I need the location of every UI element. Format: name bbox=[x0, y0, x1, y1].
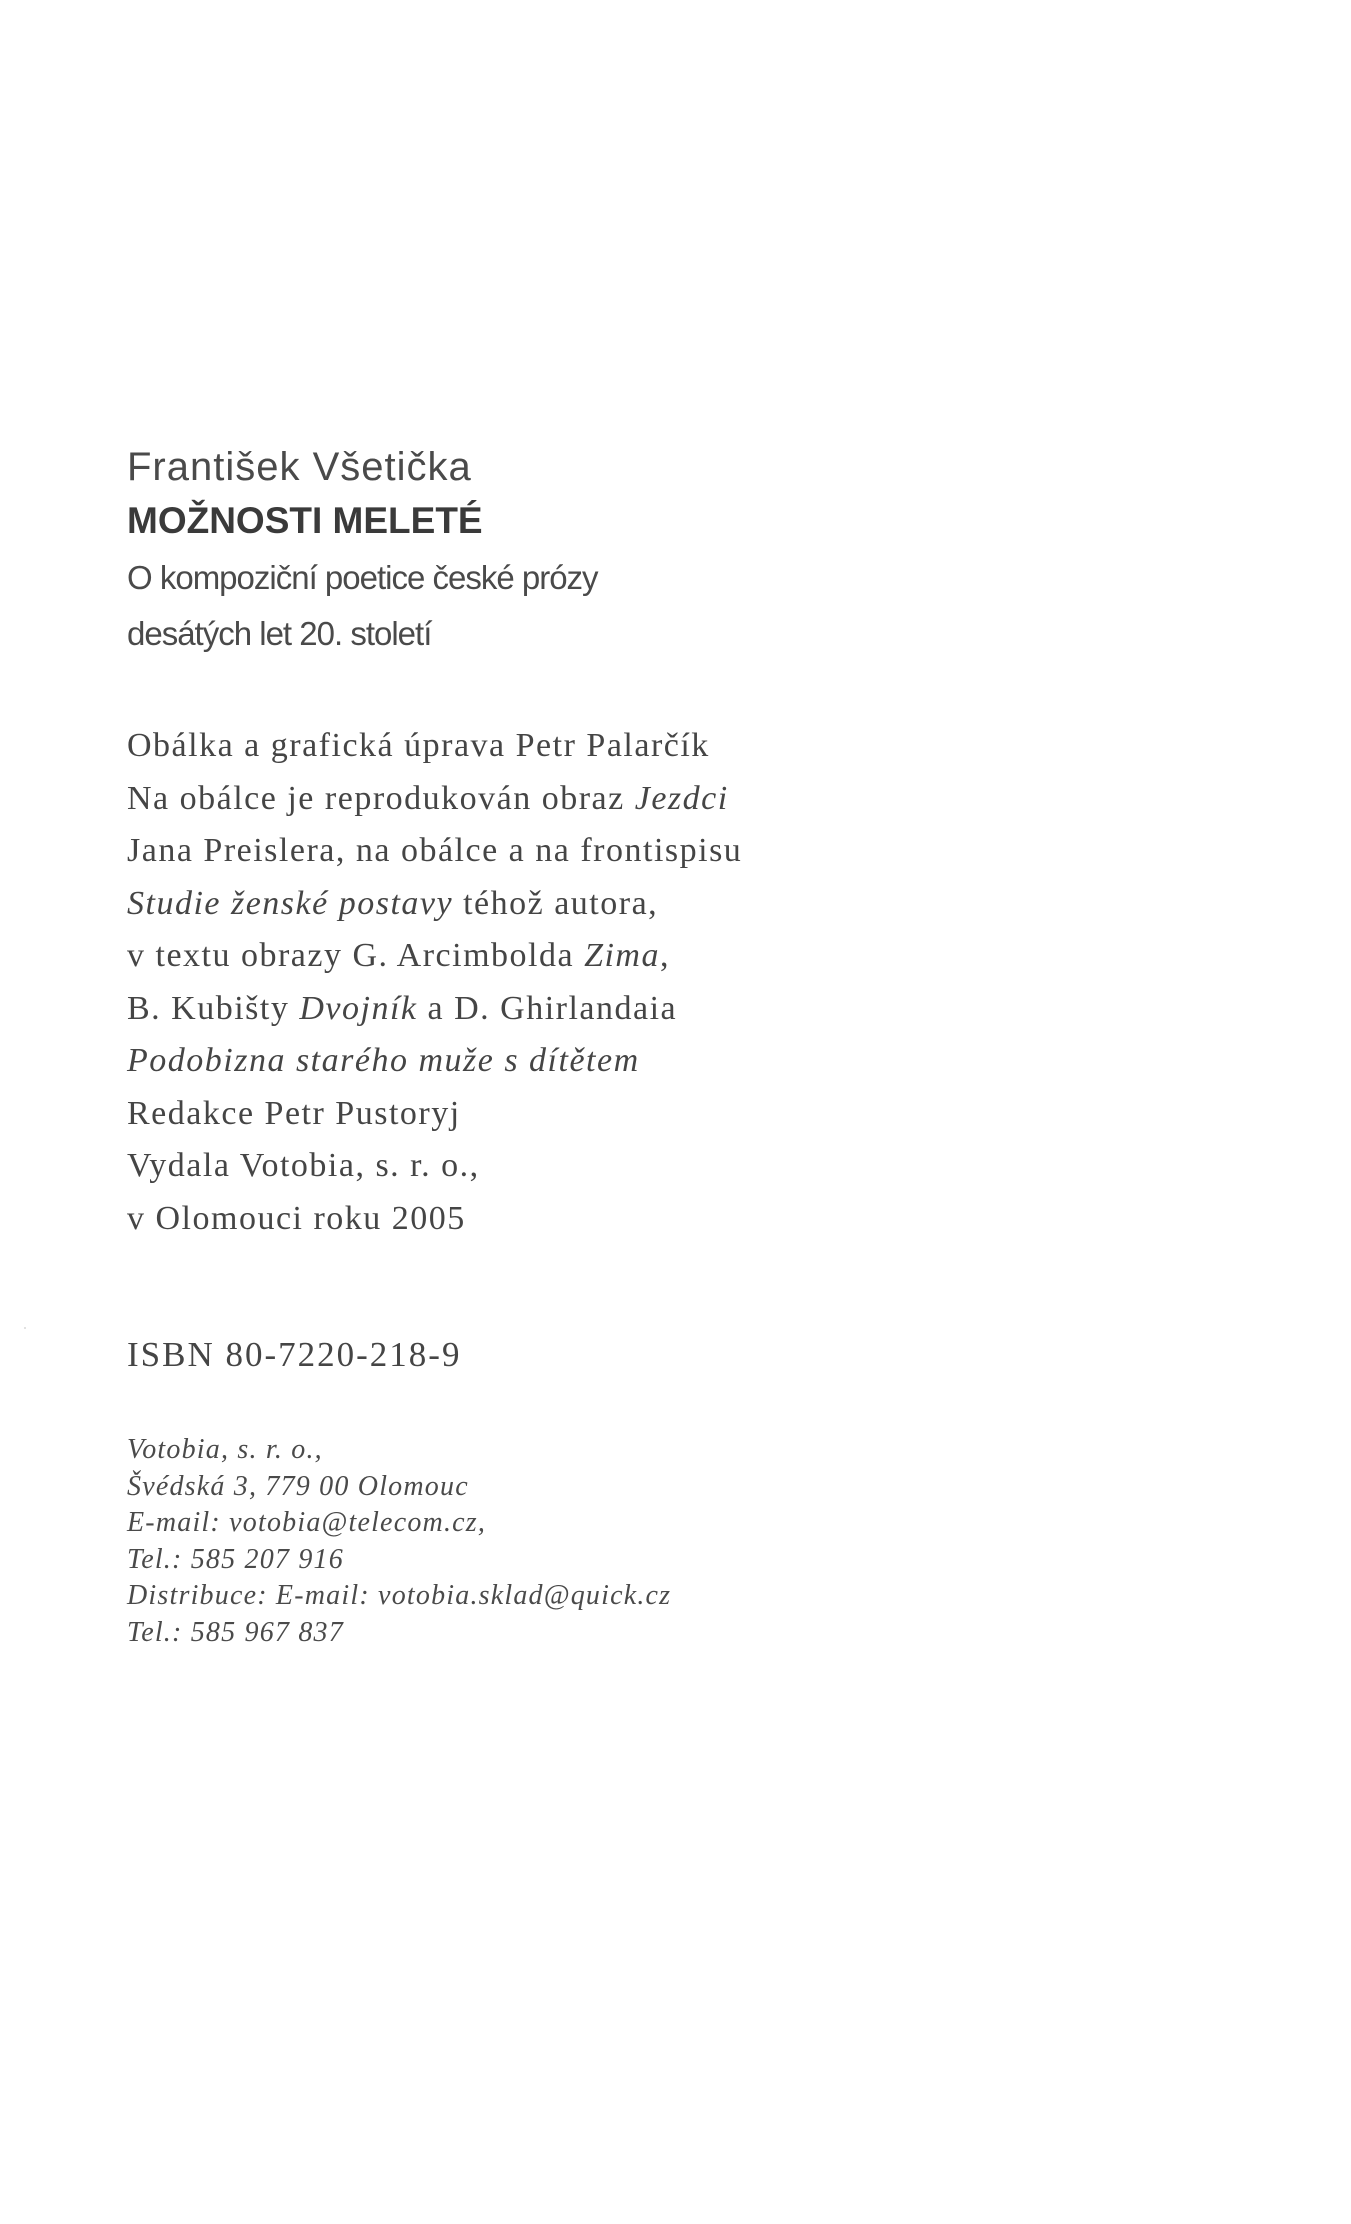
artwork-title: Jezdci bbox=[634, 779, 729, 817]
credit-kubista bbox=[127, 983, 742, 1036]
credit-publisher: Vydala Votobia, s. r. o., bbox=[127, 1147, 480, 1184]
artwork-title: Zima bbox=[584, 937, 660, 974]
scan-speck bbox=[24, 1327, 26, 1329]
contact-distribution-phone: Tel.: 585 967 837 bbox=[127, 1616, 344, 1648]
artwork-title: Dvojník bbox=[299, 989, 418, 1027]
credit-text: téhož autora, bbox=[453, 884, 659, 922]
isbn: ISBN 80-7220-218-9 bbox=[127, 1335, 462, 1374]
contact-publisher-name: Votobia, s. r. o., bbox=[127, 1434, 323, 1465]
credit-text: v textu obrazy G. Arcimbolda bbox=[127, 937, 585, 974]
credit-text: B. Kubišty bbox=[127, 989, 300, 1027]
credit-frontispiece bbox=[127, 878, 742, 931]
title-block bbox=[127, 440, 598, 662]
contact-phone: Tel.: 585 207 916 bbox=[127, 1543, 344, 1575]
credit-cover-painting bbox=[127, 773, 742, 826]
credit-painter: Jana Preislera, na obálce a na frontispisu bbox=[127, 832, 743, 869]
credit-text: Na obálce je reprodukován obraz bbox=[127, 779, 635, 817]
credit-text: a D. Ghirlandaia bbox=[417, 989, 678, 1027]
credit-text-images bbox=[127, 930, 742, 983]
book-title: MOŽNOSTI MELETÉ bbox=[127, 500, 483, 541]
artwork-title: Studie ženské postavy bbox=[127, 884, 454, 922]
subtitle-line-1: O kompoziční poetice české prózy bbox=[127, 559, 598, 596]
subtitle-line-2: desátých let 20. století bbox=[127, 615, 432, 652]
credit-place-year: v Olomouci roku 2005 bbox=[127, 1199, 466, 1237]
contact-address: Švédská 3, 779 00 Olomouc bbox=[127, 1470, 469, 1502]
publisher-contact bbox=[127, 1432, 671, 1651]
credits-block bbox=[127, 720, 742, 1245]
credit-ghirlandaio-painting: Podobizna starého muže s dítětem bbox=[127, 1042, 640, 1079]
credit-text: , bbox=[659, 937, 670, 974]
author-name: František Všetička bbox=[127, 445, 472, 489]
credit-cover-design: Obálka a grafická úprava Petr Palarčík bbox=[127, 727, 710, 764]
contact-email: E-mail: votobia@telecom.cz, bbox=[127, 1507, 487, 1538]
credit-editor: Redakce Petr Pustoryj bbox=[127, 1094, 461, 1132]
contact-distribution-email: Distribuce: E-mail: votobia.sklad@quick.cz bbox=[127, 1580, 672, 1611]
